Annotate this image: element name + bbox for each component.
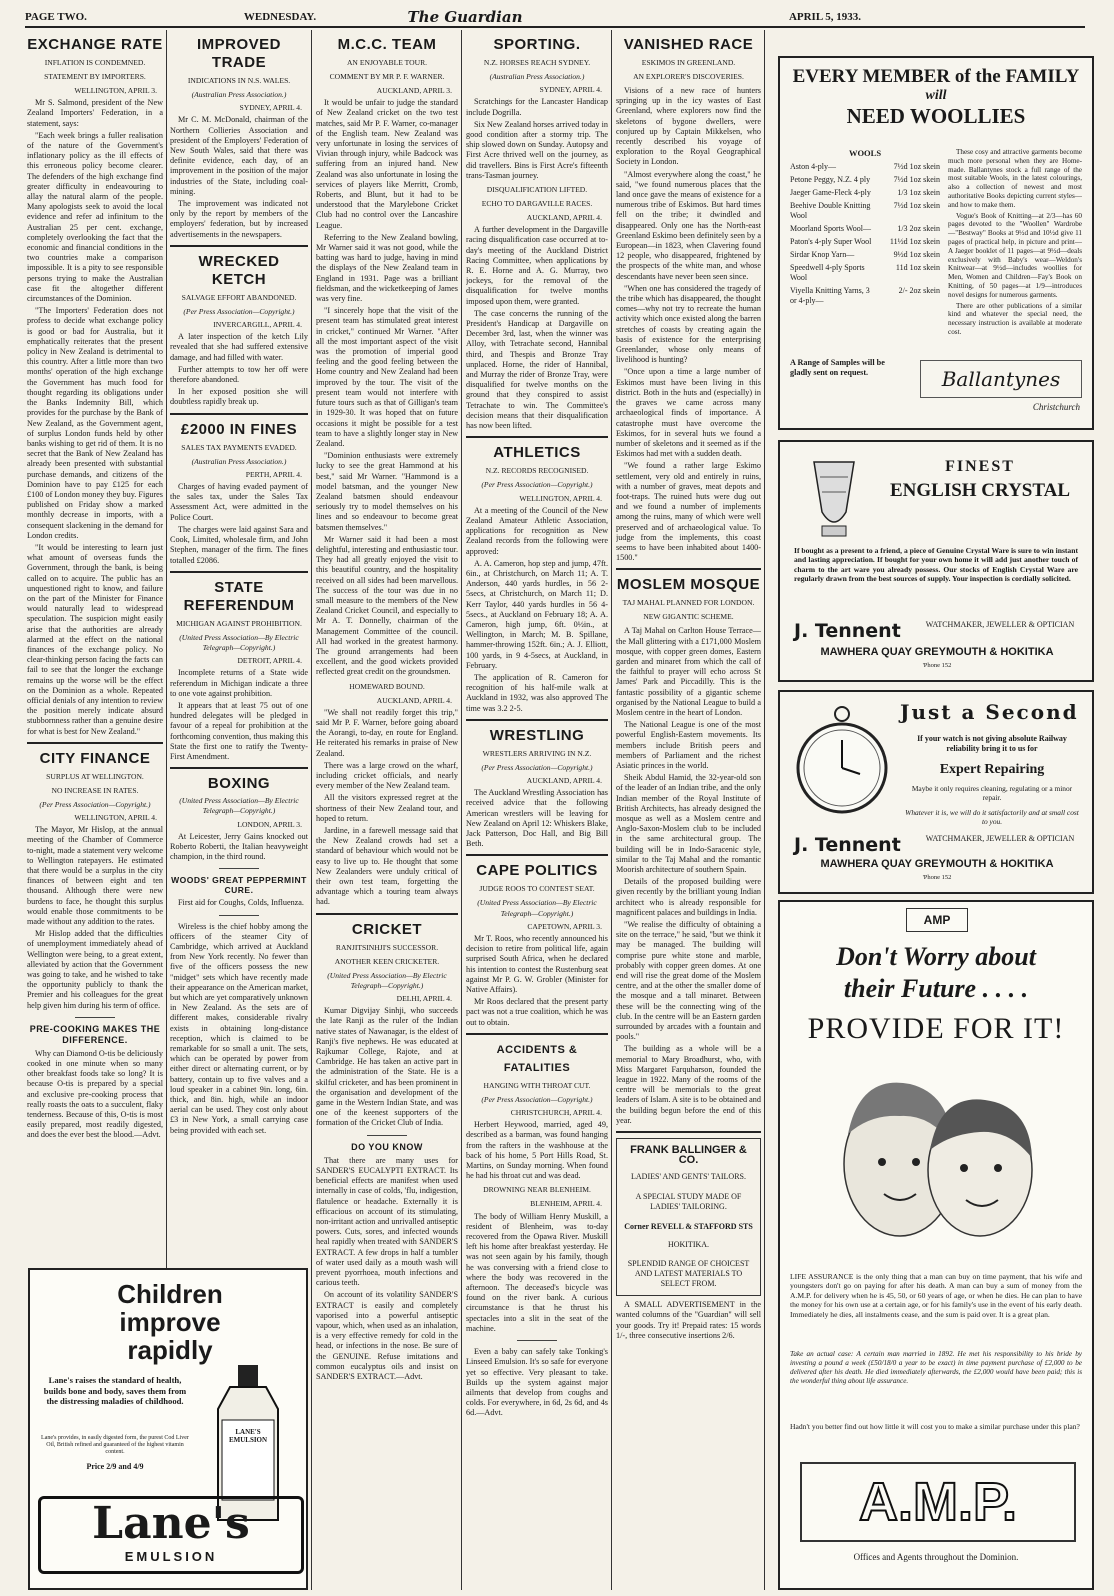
article-paragraph: Why can Diamond O-tis be deliciously cooked in one minute when so many other breakfast foods take so long? It is because O-tis is prepared by a special and exclusive pre-cooking process that really roasts the oats to a succulent, flaky tenderness. Because of this, O-tis is most easily prepared, most readily digested, and does the ever best the blood.—Advt. [27, 1048, 163, 1140]
article-paragraph: "I sincerely hope that the visit of the present team has stimulated great interest in cricket," continued Mr Warner. "After all the most important aspect of the visit was the promotion of imperial good feeling and the good feeling between the Home country and New Zealand had been improved by the tour. The visit of the present team would not interfere with future tours such as that of Gilligan's team in 1929-30. It was hoped that on future occasions it might be possible for a test team to have a slightly longer stay in New Zealand. [316, 306, 458, 448]
dateline: WELLINGTON, APRIL 4. [74, 813, 157, 822]
article-paragraph: "Almost everywhere along the coast," he said, "we found numerous places that the land once gave the means of existence for a numerous tribe of Eskimos. But hard times fell on the tribe; it dwindled and disappeared. Only one has the North-east Greenland Eskimo been definitely seen by a European—in 1823, when Clavering found 12 people, who disappeared, frightened by the prospects of the white man, and whose descendants have never been seen since. [616, 169, 761, 281]
tennent-name: J. Tennent [794, 620, 901, 642]
subhead: SALVAGE EFFORT ABANDONED. [181, 292, 297, 302]
wool-item [790, 175, 940, 185]
headline-accidents: ACCIDENTS & FATALITIES [496, 1043, 578, 1074]
ad-text: A SPECIAL STUDY MADE OF [635, 1191, 742, 1201]
article-paragraph: "It would be interesting to learn just what amount of overseas funds the Government, through the bank, is being called on to acquire. The public has an unquestioned right to know, and failure on the part of the Minister for Finance would naturally lead to widespread speculation. The suspicion might easily arise that the authorities are already alarmed at the effect on the national finances of the exchange policy. No clear-thinking person facing the facts can fail to see that the longer the exchange remains up the worse will be the effect on the Dominion as a whole. Repeated official denials of any intention to review the position merely indicate absurd stubbornness rather than a genuine desire for what is best for New Zealand." [27, 542, 163, 736]
dateline: WELLINGTON, APRIL 3. [74, 86, 157, 95]
headline-boxing: BOXING [207, 775, 271, 793]
children-illustration-icon [820, 1054, 1052, 1264]
dateline: CHRISTCHURCH, APRIL 4. [510, 1108, 602, 1118]
headline-exchange-rate: EXCHANGE RATE [27, 36, 163, 53]
wool-item-name: Moorland Sports Wool— [790, 224, 871, 233]
subhead: RANJITSINHJI'S SUCCESSOR. [335, 942, 439, 952]
dateline: CAPETOWN, APRIL 3. [527, 921, 602, 931]
wool-item-price: 2/- 2oz skein [898, 286, 940, 295]
article-paragraph: Jardine, in a farewell message said that the New Zealand crowds had set a standard of behaviour which would not be easy to live up to. He thought that some New Zealanders were unduly critical of their own test team, forgetting the advantage which a touring team always had. [316, 826, 458, 907]
column-3 [316, 30, 458, 1590]
article-paragraph: Mr C. M. McDonald, chairman of the Northern Collieries Association and president of the Employers' Federation of New South Wales, said that there was definite evidence, each day, of an improvement in the position of the major industries of the State, including coal-mining. [170, 115, 308, 196]
dateline: AUCKLAND, APRIL 3. [376, 86, 452, 95]
ad-address: Corner REVELL & STAFFORD STS [624, 1222, 753, 1232]
article-paragraph: At a meeting of the Council of the New Zealand Amateur Athletic Association, applications for recognition as New Zealand records from the following were approved: [466, 505, 608, 556]
article-paragraph: The Mayor, Mr Hislop, at the annual meeting of the Chamber of Commerce to-night, made a statement very welcome to Wellington ratepayers. He estimated that there would be a surplus in the city finances of between eight and ten thousand. Although there were new burdens to face, he thought this surplus would enable those commitments to be made without any addition to the rates. [27, 825, 163, 927]
column-rule [461, 30, 462, 1590]
source-line: (United Press Association—By Electric Telegraph—Copyright.) [179, 796, 299, 816]
divider [616, 1131, 761, 1133]
subhead: INDICATIONS IN N.S. WALES. [187, 76, 291, 85]
ad-trade: WATCHMAKER, JEWELLER & OPTICIAN [925, 834, 1075, 843]
ad-body: Take an actual case: A certain man married in 1892. He met his responsibility to his bride by investing a pound a week (£50/18/0 a year to be exact) in time payment purchase of £2,000 to be delivered after his death. He died immediately afterwards, the £2,000 would have been paid; this is the wonderful thing about life assurance. [790, 1350, 1082, 1385]
subhead: DISQUALIFICATION LIFTED. [486, 185, 588, 195]
source-line: (Per Press Association—Copyright.) [481, 480, 593, 490]
headline-wrecked-ketch: WRECKED KETCH [198, 252, 280, 288]
article-paragraph: At Leicester, Jerry Gains knocked out Roberto Roberti, the Italian heavyweight champion, in the third round. [170, 831, 308, 862]
ad-footer: Offices and Agents throughout the Dominion. [853, 1552, 1019, 1562]
dateline: SYDNEY, APRIL 4. [239, 103, 302, 113]
article-paragraph: Referring to the New Zealand bowling, Mr Warner said it was not good, while the batting was hard to judge, having in mind the displays of the New Zealand team in England in 1931. Page was a brilliant fieldsman, and the wicketkeeping of James was very fine. [316, 232, 458, 304]
wool-item [790, 250, 940, 260]
headline-sporting: SPORTING. [493, 36, 581, 53]
article-paragraph: In her exposed position she will doubtless rapidly break up. [170, 387, 308, 407]
ad-headline: FINEST [945, 458, 1015, 475]
weekday: WEDNESDAY. [243, 11, 317, 23]
wool-item [790, 201, 940, 221]
lanes-emulsion-ad [28, 1268, 308, 1590]
ad-text: SPLENDID RANGE OF CHOICEST AND LATEST MATERIALS TO SELECT FROM. [627, 1258, 750, 1288]
article-paragraph: A. A. Cameron, hop step and jump, 47ft. 6in., at Christchurch, on March 11; A. T. Anderson, 440 yards hurdles, in 56 2-5secs, at Christchurch, on March 11; D. Kerr Taylor, 440 yards hurdles in 56 4-5secs., at Auckland on February 18; A. A. Cameron, high jump, 6ft. 0½in., at Wellington, in March; M. B. Spillane, hammer-throwing 152ft. 6in.; A. J. Elliott, 100 yards, in 9 4-5secs, at Auckland, in February. [466, 558, 608, 670]
source-line: (Australian Press Association.) [191, 90, 287, 99]
column-5 [616, 30, 761, 1590]
dateline: AUCKLAND, APRIL 4. [376, 695, 452, 705]
wool-item-price: 7½d 1oz skein [893, 162, 940, 171]
subhead: DROWNING NEAR BLENHEIM. [483, 1185, 591, 1195]
source-line: (Australian Press Association.) [489, 72, 585, 81]
article-paragraph: "When one has considered the tragedy of the tribe which has disappeared, the thought comes—why not try to recreate the human activity which once existed along the barren stretches of coasts by creating again the basis of existence for the enterprising Greenlander, whose only means of livelihood is hunting? [616, 283, 761, 365]
article-paragraph: Wireless is the chief hobby among the officers of the steamer City of Cambridge, which arrived at Auckland from New York recently. No fewer than five of the officers possess the new "midget" sets which have recently made their appearance on the American market, but which are yet comparatively unknown in New Zealand. As the sets are of different makes, considerable rivalry exists in obtaining long-distance reception, which is claimed to be remarkable for so small a unit. The sets, which can be operated by power from either direct or alternating current, or by battery, contain up to five valves and a loud speaker in a cabinet 9in. long, 6in. thick, and 8in. high, while an indoor aerial can be used. They cost only about £3 in New York, a small carrying case being provided with each set. [170, 921, 308, 1135]
article-paragraph: Incomplete returns of a State wide referendum in Michigan indicate a three to one vote against prohibition. [170, 668, 308, 698]
just-a-second-ad [778, 690, 1094, 894]
divider [170, 245, 308, 247]
ad-trade: WATCHMAKER, JEWELLER & OPTICIAN [925, 620, 1075, 629]
crystal-vase-icon [794, 452, 874, 542]
subhead: HANGING WITH THROAT CUT. [483, 1080, 591, 1090]
wool-item-name: Beehive Double Knitting Wool [790, 201, 871, 220]
dateline: WELLINGTON, APRIL 4. [519, 493, 602, 503]
article-paragraph: A later inspection of the ketch Lily revealed that she had suffered extensive damage, and had filled with water. [170, 332, 308, 362]
ad-body: Vogue's Book of Knitting—at 2/3—has 60 pages devoted to the "Woollen" Wardrobe—"Bestway" Books at 9½d and 10½d give 11 pages of practical help, in picture and print—A Jaeger booklet of 11 pages—at 9½d—deals exclusively with Baby's wear—Weldon's Knitwear—at 9½d—includes woollies for Men, Women and Children—Fay's Book on Knitting, of 50 pages—at 1/9—introduces novel designs for numerous garments. [948, 211, 1082, 299]
headline-city-finance: CITY FINANCE [39, 749, 151, 767]
article-paragraph: The building as a whole will be a memorial to Mary Broadhurst, who, with Miss Margaret Farquharson, founded the league in 1922. Many of the rooms of the centre will be memorials to the great leaders of Islam. A site is to be obtained and the building begun before the end of this year. [616, 1044, 761, 1125]
wool-item [790, 162, 940, 172]
pocket-watch-icon [792, 702, 892, 820]
article-paragraph: The improvement was indicated not only by the report by members of the employers' federation, but by increased advertisements in the newspapers. [170, 199, 308, 239]
article-paragraph: "We realise the difficulty of obtaining a site on the terrace," he said, "but we think it may be managed. The building will comprise pure white stone and marble, probably with copper green domes. At one end will rise the great dome of the Moslem centre, and at the other the smaller dome of the mosque and a tall minaret. Between these will be the connecting wing of the club. In the centre will be an Eastern garden surrounded by arcades with a fountain and pools." [616, 920, 761, 1042]
divider [316, 913, 458, 915]
source-line: (Australian Press Association.) [191, 456, 287, 466]
wool-item-name: Jaeger Game-Fleck 4-ply [790, 188, 871, 197]
article-paragraph: On account of its volatility SANDER'S EXTRACT is easily and completely vaporised into a powerful antiseptic vapour, which, when used as an inhalation, is a very effective remedy for cold in the head, or infections in the nose. Be sure of the GENUINE. Refuse imitations and common eucalyptus oils and insist on SANDER'S EXTRACT.—Advt. [316, 1290, 458, 1381]
divider [75, 1017, 115, 1018]
wool-item-price: 11½d 1oz skein [889, 237, 940, 246]
article-paragraph: All the visitors expressed regret at the shortness of their New Zealand tour, and hoped to return. [316, 793, 458, 823]
wool-item [790, 188, 940, 198]
ad-samples-note: A Range of Samples will be gladly sent on request. [790, 358, 885, 377]
source-line: (Per Press Association—Copyright.) [481, 1094, 593, 1104]
headline-vanished-race: VANISHED RACE [623, 36, 754, 53]
wool-item-price: 11d 1oz skein [895, 263, 940, 272]
ad-headline: their Future . . . . [843, 974, 1029, 1003]
headline-peppermint: WOODS' GREAT PEPPERMINT CURE. [171, 875, 307, 896]
divider [466, 719, 608, 721]
brand-name: Lane's [92, 1498, 250, 1549]
subhead: TAJ MAHAL PLANNED FOR LONDON. [622, 598, 755, 608]
source-line: (Per Press Association—Copyright.) [39, 799, 151, 809]
ballinger-ad [616, 1138, 761, 1296]
article-paragraph: Mr S. Salmond, president of the New Zealand Importers' Federation, in a statement, says: [27, 98, 163, 128]
ad-body: Whatever it is, we will do it satisfactorily and at small cost to you. [905, 808, 1079, 826]
ad-headline: Just a Second [900, 700, 1079, 724]
article-paragraph: "The Importers' Federation does not profess to decide what exchange policy is good or bad for Australia, but it emphatically reiterates that the present policy in New Zealand is detrimental to this country. After a little more than two months' operation of the high exchange the Government has much food for thought regarding its obligations under the Banks Indemnity Bill, which provides for the purchase by the Bank of New Zealand, as the Government agent, of surplus London funds held by other banks wishing to get rid of them. It is no secret that the Bank of New Zealand has already been presented with substantial purchase demands, and citizens of the Dominion have to pay £125 for each £100 of London money they buy. Figures published on Friday show a marked monthly decrease in imports, with a consequent slackening in the demand for London credits. [27, 306, 163, 540]
ad-phone: 'Phone 152 [922, 874, 952, 881]
article-paragraph: That there are many uses for SANDER'S EUCALYPTI EXTRACT. Its beneficial effects are manifest when used internally in case of colds, 'flu, indigestion, flatulence or headache. Externally it is efficacious on account of its stimulating, non-irritant action and unrivalled antiseptic powers. Cuts, sores, and infected wounds heal rapidly when treated with SANDER'S EXTRACT. A few drops in half a tumbler of water used daily as a mouth wash will prevent pyorrhoea, mouth infections and carious teeth. [316, 1155, 458, 1288]
dateline: LONDON, APRIL 3. [237, 819, 302, 829]
wool-item [790, 263, 940, 283]
dateline: PERTH, APRIL 4. [245, 469, 302, 479]
wool-item-name: Aston 4-ply— [790, 162, 836, 171]
dateline: SYDNEY, APRIL 4. [539, 85, 602, 95]
headline-do-you-know: DO YOU KNOW [351, 1141, 423, 1152]
headline-mcc-team: M.C.C. TEAM [337, 36, 437, 53]
article-paragraph: The application of R. Cameron for recognition of his half-mile walk at Auckland in 1932, was also approved The time was 3.2 2-5. [466, 672, 608, 713]
article-paragraph: Details of the proposed building were given recently by the brilliant young Indian architect who is already responsible for magnificent palaces and buildings in India. [616, 877, 761, 917]
subhead: N.Z. RECORDS RECOGNISED. [485, 466, 589, 476]
article-paragraph: Six New Zealand horses arrived today in good condition after a stormy trip. The ship slowed down on Sunday. Autopsy and First Acre thrived well on the journey, as did travellers. Bins is First Acre's fifteenth trans-Tasman journey. [466, 119, 608, 180]
headline-moslem-mosque: MOSLEM MOSQUE [616, 576, 761, 594]
subhead: COMMENT BY MR P. F. WARNER. [329, 72, 445, 81]
headline-improved-trade: IMPROVED TRADE [196, 36, 281, 71]
subhead: ECHO TO DARGAVILLE RACES. [481, 199, 593, 209]
ad-body: If bought as a present to a friend, a piece of Genuine Crystal Ware is sure to win instant and lasting appreciation. If bought for your own home it will add just another touch of charm to the art ware you already possess. Our stocks of English Crystal Ware are regularly drawn from the best sources of supply. Your inspection is cordially solicited. [794, 546, 1078, 584]
subhead: JUDGE ROOS TO CONTEST SEAT. [479, 884, 595, 894]
ad-text: LADIES' AND GENTS' TAILORS. [631, 1171, 746, 1181]
column-rule [311, 30, 312, 1590]
wool-item-price: 7½d 1oz skein [893, 201, 940, 210]
ad-city: Christchurch [1032, 402, 1080, 412]
bottle-label: LANE'S EMULSION [228, 1428, 268, 1444]
article-paragraph: Even a baby can safely take Tonking's Linseed Emulsion. It's so safe for everyone yet so effective. Very pleasant to take. Builds up the system against major ailments that develop from coughs and colds. For everywhere, in 6d, 2s 6d, and 4s 6d.—Advt. [466, 1347, 608, 1418]
wool-item-name: Paton's 4-ply Super Wool [790, 237, 872, 246]
column-2 [170, 30, 308, 1265]
article-paragraph: The body of William Henry Muskill, a resident of Blenheim, was to-day recovered from the Opawa River. Muskill left his home after breakfast yesterday. He was not seen again by his family, though he was conversing with a friend close to where the body was recovered in the afternoon. The deceased's bicycle was found on the river bank. A curious circumstance is that he thrust his spectacles into a slit in the seat of the machine. [466, 1211, 608, 1333]
ad-body: There are other publications of a similar kind and whatever the special need, the necessary instruction is available at moderate cost. [948, 301, 1082, 336]
article-paragraph: "We found a rather large Eskimo settlement, very old and entirely in ruins, with a number of graves, meat depots and foot-traps. The ruined huts were dug out and we found a number of implements among the ruins, many of which were well preserved and of archaeological value. To judge from the implements, this coast seems to have been inhabited about 1400-1500." [616, 461, 761, 563]
subhead: STATEMENT BY IMPORTERS. [44, 72, 146, 81]
ad-headline: PROVIDE FOR IT! [807, 1012, 1065, 1045]
ad-body: Maybe it only requires cleaning, regulating or a minor repair. [911, 784, 1073, 802]
wool-item-price: 1/3 1oz skein [897, 188, 940, 197]
wool-item-name: Petone Peggy, N.Z. 4 ply [790, 175, 871, 184]
column-rule [611, 30, 612, 1590]
article-paragraph: Mr Roos declared that the present party pact was not a true coalition, which he was out to obtain. [466, 997, 608, 1027]
subhead: NO INCREASE IN RATES. [51, 785, 139, 795]
ad-town: HOKITIKA. [667, 1240, 710, 1250]
amp-logo: AMP [906, 908, 968, 932]
divider [219, 915, 259, 916]
subhead: INFLATION IS CONDEMNED. [44, 58, 146, 67]
headline-wrestling: WRESTLING [489, 726, 585, 744]
wool-item [790, 224, 940, 234]
source-line: (Per Press Association—Copyright.) [481, 762, 593, 772]
article-paragraph: "Each week brings a fuller realisation of the nature of the Government's inflationary policy as the ill effects of this erroneous policy become clearer. The defenders of the high exchange find greater difficulty in endeavouring to allay the natural alarm of the people. Many apologists seek to avoid the local evidence and refer ad infinitum to the Australian 25 per cent. exchange, completely overlooking the fact that the economic and financial conditions in the two countries make a comparison impossible. It is a pity to see responsible persons trying to make the Australian case fit the altogether different circumstances of the Dominion. [27, 130, 163, 304]
article-paragraph: First aid for Coughs, Colds, Influenza. [178, 898, 304, 908]
subhead: AN ENJOYABLE TOUR. [346, 58, 428, 67]
brand-subtitle: EMULSION [124, 1549, 218, 1564]
source-line: (Per Press Association—Copyright.) [183, 306, 295, 316]
ad-headline: rapidly [127, 1335, 213, 1365]
dateline: AUCKLAND, APRIL 4. [526, 213, 602, 223]
subhead: ESKIMOS IN GREENLAND. [641, 58, 736, 67]
subhead: NEW GIGANTIC SCHEME. [643, 612, 734, 622]
article-paragraph: A Taj Mahal on Carlton House Terrace—the Mall glittering with a £171,000 Moslem mosque, with copper green domes, Eastern garden and minaret from which the call of the faithful to prayer will echo across St James' Park and Piccadilly. This is the fantastic possibility of a gigantic scheme organised by the National League to build a Moslem centre in the heart of London. [616, 626, 761, 717]
headline-state-referendum: STATE REFERENDUM [183, 578, 295, 614]
ad-price: Price 2/9 and 4/9 [86, 1462, 144, 1471]
headline-cricket: CRICKET [351, 920, 423, 938]
article-paragraph: "Once upon a time a large number of Eskimos must have been living in this district. Both in the huts and (especially) in the graves we came across many archaeological finds of importance. A catastrophe must have overcome the Eskimos, for in several huts we found a number of skeletons and it seemed as if the Eskimos had met with a sudden death. [616, 367, 761, 459]
lanes-logo [38, 1496, 304, 1574]
article-paragraph: Mr Warner said it had been a most delightful, interesting and enthusiastic tour. They had all greatly enjoyed the visit to this beautiful country, and the hospitality received on all sides had been marvellous. The success of the tour was due in no small measure to the members of the New Zealand Cricket Council, and especially to Mr A. T. Donnelly, chairman of the Management Committee of the council. All had worked in the greatest harmony. The ground arrangements had been excellent, and the good wickets provided reflected great credit on the groundsmen. [316, 534, 458, 677]
dateline: INVERCARGILL, APRIL 4. [213, 320, 302, 330]
ad-phone: 'Phone 152 [922, 662, 952, 669]
wool-item-price: 7½d 1oz skein [893, 175, 940, 184]
article-paragraph: The charges were laid against Sara and Cook, Limited, wholesale firm, and John Stephen, manager of the firm. The fines totalled £2086. [170, 524, 308, 565]
amp-brand: A.M.P. [800, 1462, 1076, 1542]
article-paragraph: Scratchings for the Lancaster Handicap include Dogrilla. [466, 97, 608, 117]
wool-price-list [790, 162, 940, 306]
subhead: ANOTHER KEEN CRICKETER. [334, 956, 440, 966]
article-paragraph: "We shall not readily forget this trip," said Mr P. F. Warner, before going aboard the Aorangi, to-day, en route for England. He reiterated his remarks in praise of New Zealand. [316, 707, 458, 758]
divider [170, 413, 308, 415]
divider [219, 868, 259, 869]
source-line: (United Press Association—By Electric Telegraph—Copyright.) [179, 632, 299, 652]
newspaper-title: The Guardian [407, 8, 523, 26]
headline-athletics: ATHLETICS [493, 444, 581, 462]
divider [466, 854, 608, 856]
wool-item-name: Viyella Knitting Yarns, 3 or 4-ply— [790, 286, 870, 305]
article-paragraph: The National League is one of the most powerful English-Eastern movements. Its members include British peers and members of Parliament and the richest Asiatic princes in the world. [616, 720, 761, 770]
dateline: AUCKLAND, APRIL 4. [526, 775, 602, 785]
ad-headline: ENGLISH CRYSTAL [889, 480, 1071, 501]
crystal-ad [778, 440, 1094, 682]
ad-headline: improve [119, 1307, 221, 1337]
ad-body: Hadn't you better find out how little it will cost you to make a similar purchase under this plan? [790, 1422, 1080, 1431]
divider [170, 767, 308, 769]
ad-headline: Don't Worry about [836, 942, 1036, 971]
ad-business-name: FRANK BALLINGER & CO. [630, 1144, 747, 1167]
divider [367, 1135, 407, 1136]
subhead: SURPLUS AT WELLINGTON. [46, 771, 144, 781]
ad-text: LADIES' TAILORING. [650, 1201, 727, 1211]
tennent-name: J. Tennent [794, 834, 901, 856]
article-paragraph: Kumar Digvijay Sinhji, who succeeds the late Ranji as the ruler of the Indian native states of Nawanagar, is the eldest of Ranji's five nephews. He was educated at Rajkumar College, Rajote, and at Cambridge. He has taken an active part in the administration of the State. He is a skilful cricketer, and has been prominent in the organisation and development of the game in the Western Indian State, and was one of the keenest supporters of the formation of the Cricket Club of India. [316, 1006, 458, 1128]
article-paragraph: Charges of having evaded payment of the sales tax, under the Sales Tax Assessment Act, were admitted in the Police Court. [170, 482, 308, 522]
amp-ad [778, 900, 1094, 1590]
article-paragraph: Herbert Heywood, married, aged 49, described as a barman, was found hanging from the rafters in the washhouse at the back of his home, 5 Port Hills Road, St. Martins, on Sunday morning. When found he had his throat cut and was dead. [466, 1120, 608, 1181]
ad-body: These cosy and attractive garments become much more personal when they are Home-made. Ballantynes stock a full range of the most suitable Wools, in the latest colourings, also a collection of newest and most authoritative Books depicting current styles—and how to make them. [948, 148, 1082, 209]
article-paragraph: It appears that at least 75 out of one hundred delegates will be pledged in favour of a repeal for prohibition at the forthcoming convention, thus making this State the first one to ratify the Twenty-First Amendment. [170, 700, 308, 761]
column-rule [764, 30, 765, 1590]
divider [27, 742, 163, 744]
wool-item [790, 286, 940, 306]
wool-item [790, 237, 940, 247]
subhead: MICHIGAN AGAINST PROHIBITION. [176, 618, 302, 628]
ad-headline: Children [117, 1279, 223, 1309]
issue-date: APRIL 5, 1933. [788, 11, 862, 23]
ad-body: Lane's raises the standard of health, builds bone and body, saves them from the distressing maladies of childhood. [43, 1375, 187, 1406]
headline-cape-politics: CAPE POLITICS [476, 862, 598, 880]
article-paragraph: Mr Hislop added that the difficulties of unemployment immediately ahead of Wellington were being, to a great extent, alleviated by action that the Government was going to take, and he wished to take the opportunity publicly to thank the Premier and his colleagues for the great help given him during his term of office. [27, 929, 163, 1010]
ad-fineprint: Lane's provides, in easily digested form, the purest Cod Liver Oil, British refined and guaranteed of the highest vitamin content. [41, 1435, 189, 1455]
article-paragraph: It would be unfair to judge the standard of New Zealand cricket on the two test matches, said Mr P. F. Warner, co-manager of the English team. New Zealand was very unfortunate in losing the services of Vivian through injury, while Badcock was suffering from an injured hand. New Zealand was also unfortunate in losing the services of players like Merritt, Cromb, Roberts, and Blunt, but it had to be understood that the Marylebone Cricket Club had no control over the Lancashire League. [316, 98, 458, 230]
ad-headline: Expert Repairing [939, 762, 1045, 777]
article-paragraph: The Auckland Wrestling Association has received advice that the following American wrestlers will be leaving for New Zealand on April 12: Whiskers Blake, Jack Patterson, Doc Hall, and Big Bill Beth. [466, 788, 608, 849]
page-number: PAGE TWO. [25, 11, 87, 23]
dateline: BLENHEIM, APRIL 4. [530, 1199, 602, 1209]
subhead: AN EXPLORER'S DISCOVERIES. [633, 72, 744, 81]
subhead: N.Z. HORSES REACH SYDNEY. [483, 58, 591, 67]
ad-body: If your watch is not giving absolute Railway reliability bring it to us for [917, 734, 1067, 753]
divider [616, 568, 761, 570]
woollies-ad [778, 56, 1094, 430]
price-list-title: WOOLS [848, 148, 882, 158]
ad-address: MAWHERA QUAY GREYMOUTH & HOKITIKA [820, 646, 1054, 658]
article-paragraph: Visions of a new race of hunters springing up in the icy wastes of East Greenland, where explorers now find the skeletons of bygone dwellers, were conjured up by Captain Mikkelsen, who recently described his voyage of exploration to the Royal Geographical Society in London. [616, 86, 761, 167]
source-line: (United Press Association—By Electric Telegraph—Copyright.) [477, 898, 597, 918]
headline-fines: £2000 IN FINES [180, 420, 298, 438]
divider [170, 571, 308, 573]
subhead: HOMEWARD BOUND. [349, 681, 425, 691]
divider [517, 1340, 557, 1341]
article-paragraph: "Dominion enthusiasts were extremely lucky to see the great Hammond at his best," said Mr Warner. "Hammond is a model batsman, and the younger New Zealand batsmen should endeavour seriously try to model themselves on his lines and so endeavour to become great batsmen themselves." [316, 451, 458, 532]
divider [466, 1033, 608, 1035]
article-paragraph: There was a large crowd on the wharf, including cricket officials, and nearly every member of the New Zealand team. [316, 760, 458, 791]
article-paragraph: A SMALL ADVERTISEMENT in the wanted columns of the "Guardian" will sell your goods. Try it! Prepaid rates: 15 words 1/-, three consecutive insertions 2/6. [616, 1300, 761, 1340]
masthead [25, 8, 1085, 28]
wool-item-name: Sirdar Knop Yarn— [790, 250, 855, 259]
column-4 [466, 30, 608, 1590]
dateline: DETROIT, APRIL 4. [237, 656, 302, 666]
ad-address: MAWHERA QUAY GREYMOUTH & HOKITIKA [820, 858, 1054, 870]
divider [466, 436, 608, 438]
dateline: DELHI, APRIL 4. [396, 994, 452, 1004]
ad-headline: EVERY MEMBER of the FAMILY [792, 66, 1080, 87]
article-paragraph: Further attempts to tow her off were therefore abandoned. [170, 364, 308, 385]
ad-headline: NEED WOOLLIES [846, 104, 1026, 128]
wool-item-price: 9½d 1oz skein [893, 250, 940, 259]
article-paragraph: Sheik Abdul Hamid, the 32-year-old son of the leader of an Indian tribe, and the only Indian member of the Royal Institute of British Architects, has already designed the mosque as well as a Moslem centre and Anglo-Saxon-Moslem club to be included in the same architectural group. The building will be in Indo-Saracenic style, similar to the Taj Mahal and the romantic Moorish architecture of southern Spain. [616, 773, 761, 875]
article-paragraph: The case concerns the running of the President's Handicap at Dargaville on December 3rd, last, when the winner was Alloy, with Tetrachate second, Hannibal third, and Thespis and Bronze Tray unplaced. Horne, the rider of Hannibal, and Murray the rider of Bronze Tray, were disqualified for twelve months on the ground that they conspired to assist Tetrachate to win. The Committee's decision means that their disqualification has now been lifted. [466, 308, 608, 431]
ad-headline: will [925, 88, 947, 103]
subhead: SALES TAX PAYMENTS EVADED. [181, 442, 297, 452]
subhead: WRESTLERS ARRIVING IN N.Z. [482, 748, 592, 758]
article-paragraph: Mr T. Roos, who recently announced his decision to retire from political life, again surprised South Africa, when he declared his intention to contest the Rustenburg seat against Mr P. G. W. Grobler (Minister for Native Affairs). [466, 934, 608, 995]
headline-pre-cooking: PRE-COOKING MAKES THE DIFFERENCE. [29, 1023, 161, 1045]
article-paragraph: A further development in the Dargaville racing disqualification case occurred at to-day's meeting of the Auckland District Racing Committee, when applications by R. E. Horne and A. G. Murray, two jockeys, for the removal of the disqualification for twelve months imposed upon them, were granted. [466, 225, 608, 306]
ballantynes-signature: Ballantynes [920, 360, 1082, 398]
source-line: (United Press Association—By Electric Telegraph—Copyright.) [327, 970, 447, 990]
wool-item-price: 1/3 2oz skein [897, 224, 940, 233]
ad-body: LIFE ASSURANCE is the only thing that a man can buy on time payment, that his wife and youngsters don't go on paying for after his death. A man can buy a sum of money from the A.M.P. for delivery when he is 45, 50, or 60 years of age, or when he dies. He can plan to have the money for his own use at a certain age, or for his family's use in the event of his early death. Immediately he dies, all instalments cease, and the sum is paid over. It is a great plan. [790, 1272, 1082, 1319]
wool-item-name: Speedwell 4-ply Sports Wool [790, 263, 865, 282]
